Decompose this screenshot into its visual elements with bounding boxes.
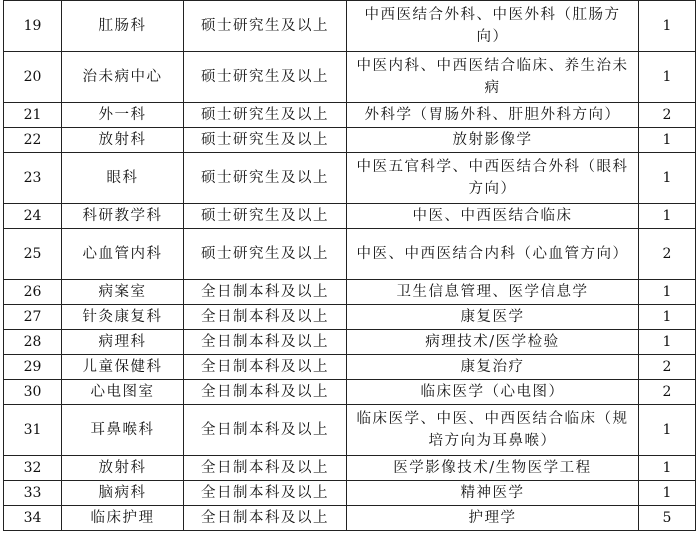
table-row (4, 330, 696, 355)
major-cell: 病理技术/医学检验 (347, 330, 639, 355)
row-number-cell: 32 (4, 456, 62, 481)
education-cell: 硕士研究生及以上 (184, 128, 347, 153)
department-cell: 放射科 (62, 456, 184, 481)
table-row (4, 229, 696, 280)
major-cell: 康复医学 (347, 305, 639, 330)
headcount-cell: 2 (639, 380, 696, 405)
row-number-cell: 25 (4, 229, 62, 280)
education-cell: 硕士研究生及以上 (184, 1, 347, 52)
department-cell: 肛肠科 (62, 1, 184, 52)
education-cell: 硕士研究生及以上 (184, 103, 347, 128)
department-cell: 外一科 (62, 103, 184, 128)
table-row (4, 380, 696, 405)
education-cell: 全日制本科及以上 (184, 380, 347, 405)
row-number-cell: 31 (4, 405, 62, 456)
table-body (4, 1, 696, 531)
major-cell: 卫生信息管理、医学信息学 (347, 280, 639, 305)
education-cell: 硕士研究生及以上 (184, 204, 347, 229)
department-cell: 治未病中心 (62, 52, 184, 103)
row-number-cell: 21 (4, 103, 62, 128)
recruitment-table (3, 0, 696, 531)
row-number-cell: 33 (4, 481, 62, 506)
major-cell: 中医五官科学、中西医结合外科（眼科方向） (347, 153, 639, 204)
department-cell: 病案室 (62, 280, 184, 305)
education-cell: 全日制本科及以上 (184, 330, 347, 355)
major-cell: 医学影像技术/生物医学工程 (347, 456, 639, 481)
education-cell: 全日制本科及以上 (184, 506, 347, 531)
major-cell: 中医内科、中西医结合临床、养生治未病 (347, 52, 639, 103)
department-cell: 脑病科 (62, 481, 184, 506)
department-cell: 眼科 (62, 153, 184, 204)
table-row (4, 103, 696, 128)
row-number-cell: 23 (4, 153, 62, 204)
major-cell: 护理学 (347, 506, 639, 531)
major-cell: 中西医结合外科、中医外科（肛肠方向） (347, 1, 639, 52)
headcount-cell: 1 (639, 128, 696, 153)
education-cell: 全日制本科及以上 (184, 305, 347, 330)
major-cell: 临床医学（心电图） (347, 380, 639, 405)
department-cell: 临床护理 (62, 506, 184, 531)
headcount-cell: 1 (639, 153, 696, 204)
major-cell: 放射影像学 (347, 128, 639, 153)
education-cell: 硕士研究生及以上 (184, 229, 347, 280)
headcount-cell: 1 (639, 204, 696, 229)
headcount-cell: 1 (639, 456, 696, 481)
table-row (4, 456, 696, 481)
education-cell: 全日制本科及以上 (184, 405, 347, 456)
table-row (4, 506, 696, 531)
table-row (4, 481, 696, 506)
education-cell: 硕士研究生及以上 (184, 153, 347, 204)
row-number-cell: 24 (4, 204, 62, 229)
headcount-cell: 1 (639, 330, 696, 355)
major-cell: 精神医学 (347, 481, 639, 506)
row-number-cell: 19 (4, 1, 62, 52)
education-cell: 全日制本科及以上 (184, 355, 347, 380)
headcount-cell: 1 (639, 52, 696, 103)
education-cell: 全日制本科及以上 (184, 481, 347, 506)
headcount-cell: 1 (639, 280, 696, 305)
headcount-cell: 2 (639, 103, 696, 128)
headcount-cell: 5 (639, 506, 696, 531)
headcount-cell: 1 (639, 405, 696, 456)
headcount-cell: 2 (639, 229, 696, 280)
major-cell: 中医、中西医结合内科（心血管方向） (347, 229, 639, 280)
headcount-cell: 1 (639, 1, 696, 52)
department-cell: 心电图室 (62, 380, 184, 405)
department-cell: 心血管内科 (62, 229, 184, 280)
table-row (4, 128, 696, 153)
row-number-cell: 34 (4, 506, 62, 531)
headcount-cell: 1 (639, 481, 696, 506)
headcount-cell: 1 (639, 305, 696, 330)
row-number-cell: 28 (4, 330, 62, 355)
table-row (4, 305, 696, 330)
table-row (4, 405, 696, 456)
major-cell: 外科学（胃肠外科、肝胆外科方向） (347, 103, 639, 128)
row-number-cell: 20 (4, 52, 62, 103)
row-number-cell: 27 (4, 305, 62, 330)
education-cell: 全日制本科及以上 (184, 280, 347, 305)
row-number-cell: 29 (4, 355, 62, 380)
education-cell: 硕士研究生及以上 (184, 52, 347, 103)
table-row (4, 52, 696, 103)
table-row (4, 1, 696, 52)
row-number-cell: 30 (4, 380, 62, 405)
department-cell: 科研教学科 (62, 204, 184, 229)
table-row (4, 280, 696, 305)
major-cell: 临床医学、中医、中西医结合临床（规培方向为耳鼻喉） (347, 405, 639, 456)
table-row (4, 204, 696, 229)
table-row (4, 355, 696, 380)
headcount-cell: 2 (639, 355, 696, 380)
major-cell: 康复治疗 (347, 355, 639, 380)
department-cell: 病理科 (62, 330, 184, 355)
table-row (4, 153, 696, 204)
major-cell: 中医、中西医结合临床 (347, 204, 639, 229)
department-cell: 耳鼻喉科 (62, 405, 184, 456)
department-cell: 儿童保健科 (62, 355, 184, 380)
department-cell: 针灸康复科 (62, 305, 184, 330)
row-number-cell: 22 (4, 128, 62, 153)
department-cell: 放射科 (62, 128, 184, 153)
row-number-cell: 26 (4, 280, 62, 305)
education-cell: 全日制本科及以上 (184, 456, 347, 481)
